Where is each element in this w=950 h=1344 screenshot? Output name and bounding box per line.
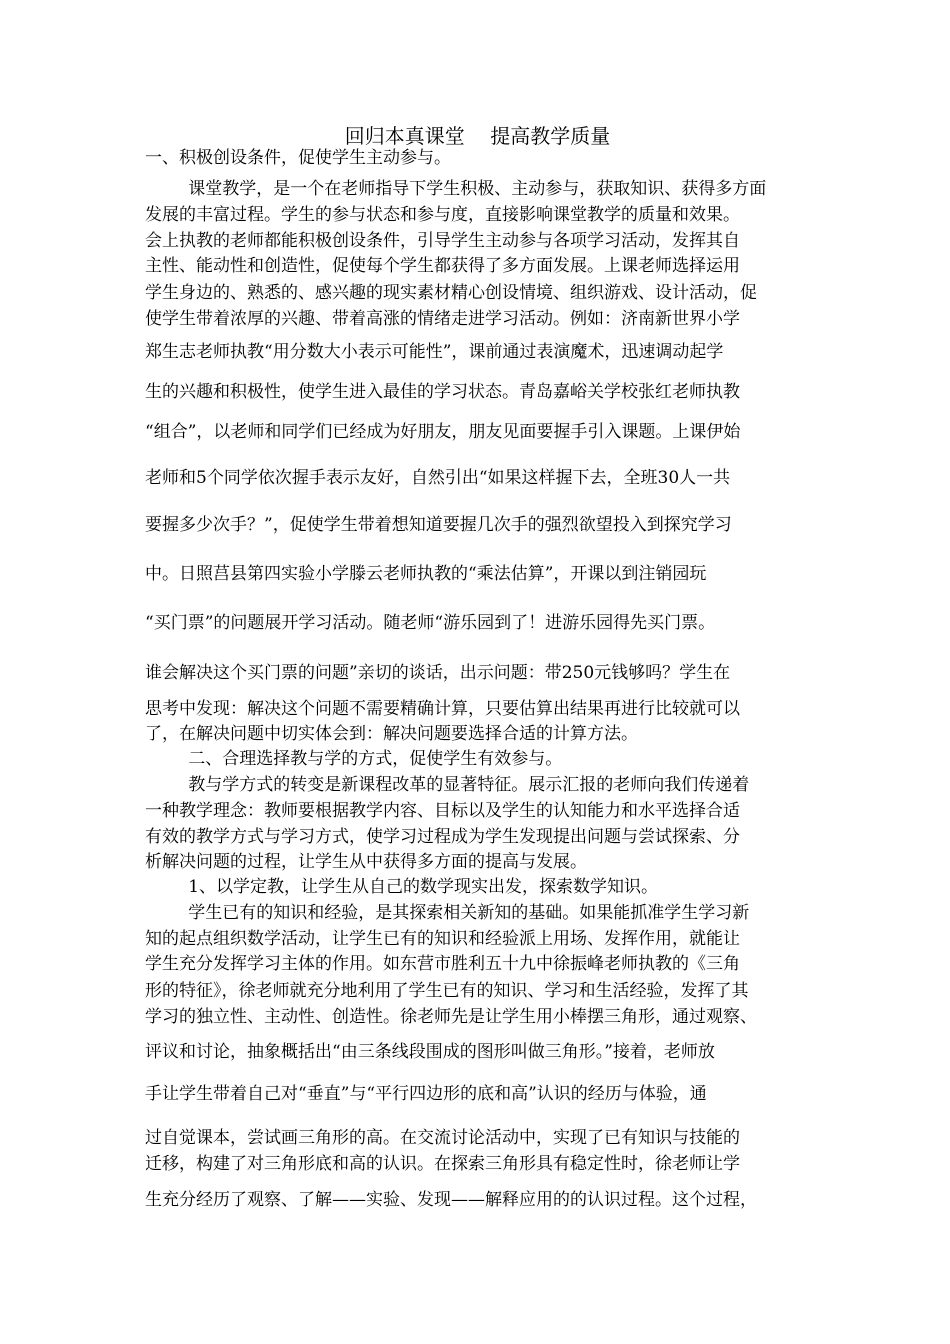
- body-line: 老师和5个同学依次握手表示友好，自然引出“如果这样握下去，全班30人一共: [145, 468, 731, 488]
- body-line: 有效的教学方式与学习方式，使学习过程成为学生发现提出问题与尝试探索、分: [145, 827, 740, 847]
- body-line: “组合”，以老师和同学们已经成为好朋友，朋友见面要握手引入课题。上课伊始: [145, 422, 741, 442]
- body-line: 会上执教的老师都能积极创设条件，引导学生主动参与各项学习活动，发挥其自: [145, 231, 740, 251]
- body-line: 生充分经历了观察、了解——实验、发现——解释应用的的认识过程。这个过程，: [145, 1190, 757, 1210]
- body-line: 析解决问题的过程，让学生从中获得多方面的提高与发展。: [145, 852, 587, 872]
- body-line: 谁会解决这个买门票的问题”亲切的谈话，出示问题：带250元钱够吗？学生在: [145, 663, 731, 683]
- body-line: 了，在解决问题中切实体会到：解决问题要选择合适的计算方法。: [145, 724, 638, 744]
- body-line: 发展的丰富过程。学生的参与状态和参与度，直接影响课堂教学的质量和效果。: [145, 205, 740, 225]
- body-line: 迁移，构建了对三角形底和高的认识。在探索三角形具有稳定性时，徐老师让学: [145, 1154, 740, 1174]
- body-line: 主性、能动性和创造性，促使每个学生都获得了多方面发展。上课老师选择运用: [145, 256, 740, 276]
- body-line: 形的特征》，徐老师就充分地利用了学生已有的知识、学习和生活经验，发挥了其: [145, 981, 749, 1001]
- body-line: 1、以学定教，让学生从自己的数学现实出发，探索数学知识。: [145, 877, 659, 897]
- document-title: 回归本真课堂 提高教学质量: [344, 124, 611, 148]
- body-line: 评议和讨论，抽象概括出“由三条线段围成的图形叫做三角形。”接着，老师放: [145, 1042, 715, 1062]
- body-line: 中。日照莒县第四实验小学滕云老师执教的“乘法估算”，开课以到注销园玩: [145, 564, 707, 584]
- body-line: 一、积极创设条件，促使学生主动参与。: [145, 148, 451, 168]
- body-line: 一种教学理念：教师要根据教学内容、目标以及学生的认知能力和水平选择合适: [145, 801, 740, 821]
- body-line: “买门票”的问题展开学习活动。随老师“游乐园到了！进游乐园得先买门票。: [145, 613, 716, 633]
- body-line: 过自觉课本，尝试画三角形的高。在交流讨论活动中，实现了已有知识与技能的: [145, 1128, 740, 1148]
- body-line: 学生已有的知识和经验，是其探索相关新知的基础。如果能抓准学生学习新: [145, 903, 750, 923]
- body-line: 手让学生带着自己对“垂直”与“平行四边形的底和高”认识的经历与体验，通: [145, 1084, 707, 1104]
- body-line: 学习的独立性、主动性、创造性。徐老师先是让学生用小棒摆三角形，通过观察、: [145, 1007, 757, 1027]
- body-line: 思考中发现：解决这个问题不需要精确计算，只要估算出结果再进行比较就可以: [145, 699, 740, 719]
- body-line: 学生身边的、熟悉的、感兴趣的现实素材精心创设情境、组织游戏、设计活动，促: [145, 283, 757, 303]
- body-line: 知的起点组织数学活动，让学生已有的知识和经验派上用场、发挥作用，就能让: [145, 929, 740, 949]
- body-line: 郑生志老师执教“用分数大小表示可能性”，课前通过表演魔术，迅速调动起学: [145, 342, 724, 362]
- body-line: 生的兴趣和积极性，使学生进入最佳的学习状态。青岛嘉峪关学校张红老师执教: [145, 382, 740, 402]
- body-line: 使学生带着浓厚的兴趣、带着高涨的情绪走进学习活动。例如：济南新世界小学: [145, 309, 740, 329]
- body-line: 要握多少次手？”，促使学生带着想知道要握几次手的强烈欲望投入到探究学习: [145, 515, 732, 535]
- body-line: 学生充分发挥学习主体的作用。如东营市胜利五十九中徐振峰老师执教的《三角: [145, 954, 740, 974]
- body-line: 二、合理选择教与学的方式，促使学生有效参与。: [145, 749, 563, 769]
- body-line: 教与学方式的转变是新课程改革的显著特征。展示汇报的老师向我们传递着: [145, 775, 750, 795]
- body-line: 课堂教学，是一个在老师指导下学生积极、主动参与，获取知识、获得多方面: [145, 179, 767, 199]
